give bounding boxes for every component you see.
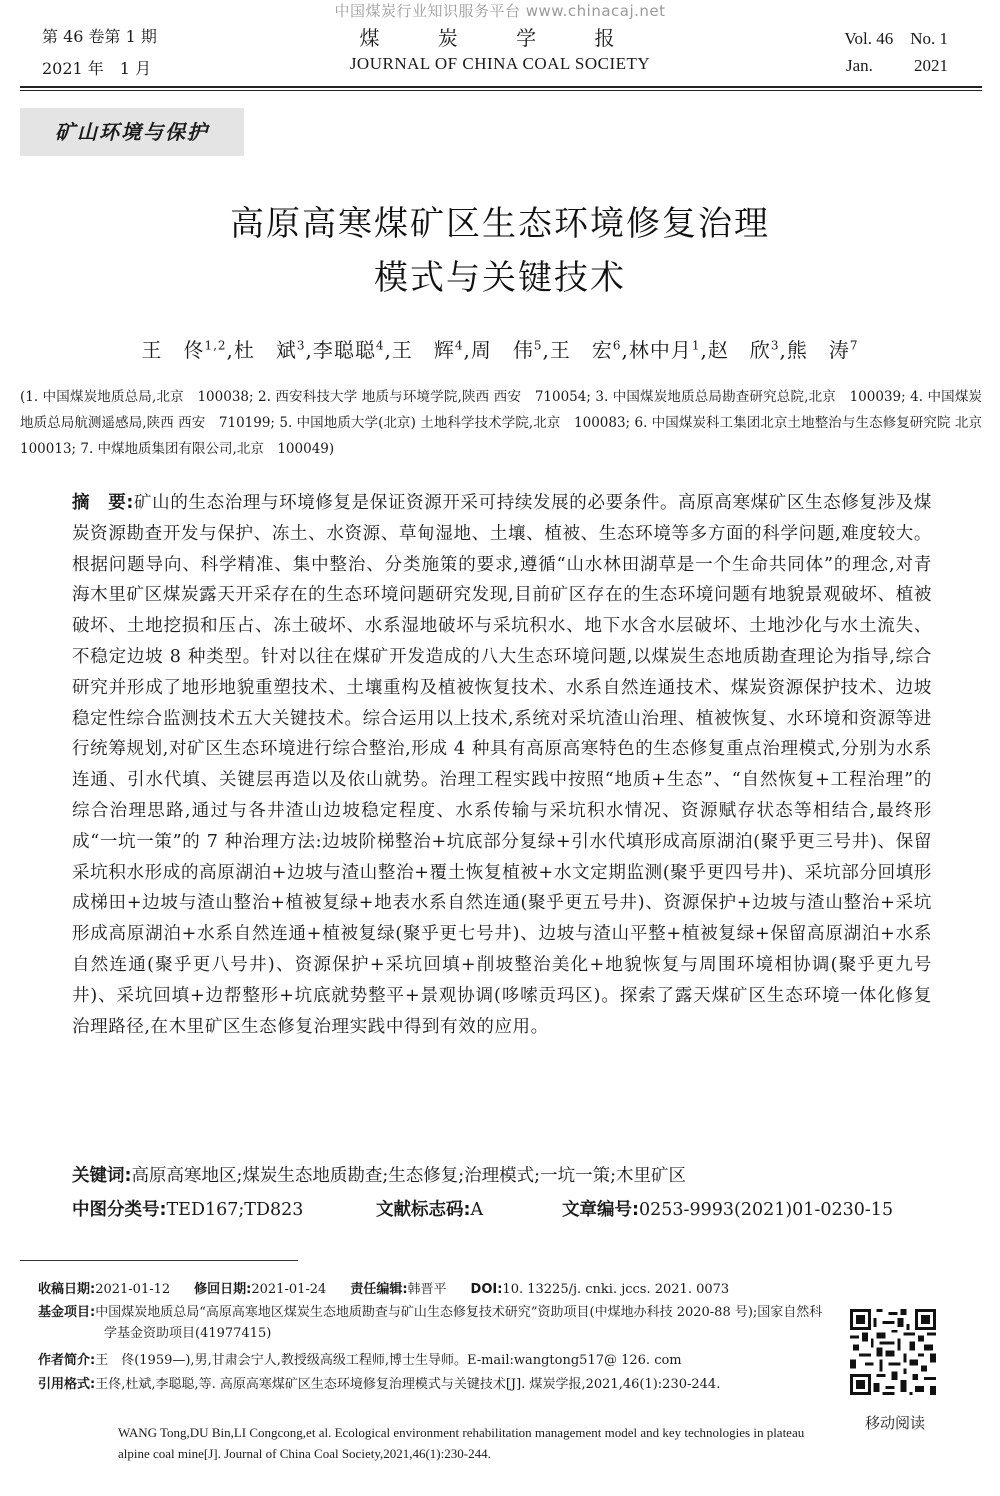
author: 周 伟$^5$ <box>470 338 543 362</box>
section-label: 矿山环境与保护 <box>55 120 209 144</box>
article-number: 文章编号:0253-9993(2021)01-0230-15 <box>562 1200 894 1220</box>
author: 赵 欣$^3$ <box>707 338 780 362</box>
article-title-line2: 模式与关键技术 <box>374 258 626 298</box>
abstract-text: 矿山的生态治理与环境修复是保证资源开采可持续发展的必要条件。高原高寒煤矿区生态修复涉及煤炭资源勘查开发与保护、冻土、水资源、草甸湿地、土壤、植被、生态环境等多方面的科学问题,难度较大。根据问题导向、科学精准、集中整治、分类施策的要求,遵循“山水林田湖草是一个生命共同体”的理念,对青海木里矿区煤炭露天开采存在的生态环境问题研究发现,目前矿区存在的生态环境问题有地貌景观破坏、植被破坏、土地挖损和压占、冻土破坏、水系湿地破坏与采坑积水、地下水含水层破坏、土地沙化与水土流失、不稳定边坡 8 种类型。针对以往在煤矿开发造成的八大生态环境问题,以煤炭生态地质勘查理论为指导,综合研究并形成了地形地貌重塑技术、土壤重构及植被恢复技术、水系自然连通技术、煤炭资源保护技术、边坡稳定性综合监测技术五大关键技术。综合运用以上技术,系统对采坑渣山治理、植被恢复、水环境和资源等进行统筹规划,对矿区生态环境进行综合整治,形成 4 种具有高原高寒特色的生态修复重点治理模式,分别为水系连通、引水代填、关键层再造以及依山就势。治理工程实践中按照“地质+生态”、“自然恢复+工程治理”的综合治理思路,通过与各井渣山边坡稳定程度、水系传输与采坑积水情况、资源赋存状态等相结合,最终形成“一坑一策”的 7 种治理方法:边坡阶梯整治+坑底部分复绿+引水代填形成高原湖泊(聚乎更三号井)、保留采坑积水形成的高原湖泊+边坡与渣山整治+覆土恢复植被+水文定期监测(聚乎更四号井)、采坑部分回填形成梯田+边坡与渣山整治+植被复绿+地表水系自然连通(聚乎更五号井)、资源保护+边坡与渣山整治+采坑形成高原湖泊+水系自然连通+植被复绿(聚乎更七号井)、边坡与渣山平整+植被复绿+保留高原湖泊+水系自然连通(聚乎更八号井)、资源保护+采坑回填+削坡整治美化+地貌恢复与周围环境相协调(聚乎更九号井)、采坑回填+边帮整形+坑底就势整平+景观协调(哆嗦贡玛区)。探索了露天煤矿区生态环境一体化修复治理路径,在木里矿区生态修复治理实践中得到有效的应用。 <box>72 493 932 1037</box>
document-code: 文献标志码:A <box>376 1200 484 1220</box>
clc-number: 中图分类号:TED167;TD823 <box>72 1200 304 1220</box>
header-rule-thin <box>20 90 982 91</box>
footnote-rule <box>20 1260 298 1261</box>
mobile-reading-label: 移动阅读 <box>864 1414 925 1432</box>
doi: 10. 13225/j. cnki. jccs. 2021. 0073 <box>502 1282 730 1297</box>
author: 杜 斌$^3$ <box>233 338 306 362</box>
author-bio: 王 佟(1959—),男,甘肃会宁人,教授级高级工程师,博士生导师。E-mail:wangtong517@ 126. com <box>95 1353 682 1368</box>
journal-name-cn: 煤 炭 学 报 <box>359 26 641 50</box>
author: 王 辉$^4$ <box>391 338 464 362</box>
keywords-text: 高原高寒地区;煤炭生态地质勘查;生态修复;治理模式;一坑一策;木里矿区 <box>131 1166 686 1186</box>
author: 李聪聪$^4$ <box>312 338 385 362</box>
watermark: 中国煤炭行业知识服务平台 www.chinacaj.net <box>334 2 666 20</box>
footnote-citation: 引用格式:王佟,杜斌,李聪聪,等. 高原高寒煤矿区生态环境修复治理模式与关键技术[J]. 煤炭学报,2021,46(1):230-244. <box>38 1377 721 1392</box>
author: 熊 涛$^7$ <box>786 338 859 362</box>
header-date-cn: 2021 年 1 月 <box>42 59 152 78</box>
header-year-en: 2021 <box>914 56 948 75</box>
editor: 韩晋平 <box>407 1282 447 1297</box>
classification-line <box>72 1196 932 1221</box>
affiliations: (1. 中国煤炭地质总局,北京 100038; 2. 西安科技大学 地质与环境学院,陕西 西安 710054; 3. 中国煤炭地质总局勘查研究总院,北京 100039; 4. 中国煤炭地质总局航测遥感局,陕西 西安 710199; 5. 中国地质大学(北京) 土地科学技术学院,北京 100083; 6. 中国煤炭科工集团北京土地整治与生态修复研究院 北京 100013; 7. 中煤地质集团有限公司,北京 100049) <box>20 389 996 457</box>
abstract-label: 摘 要: <box>72 493 135 513</box>
abstract <box>72 488 932 1042</box>
qr-code-icon[interactable] <box>850 1309 936 1395</box>
article-title-line1: 高原高寒煤矿区生态环境修复治理 <box>230 204 770 244</box>
keywords <box>72 1162 932 1187</box>
author-list: 王 佟$^{1,2}$,杜 斌$^3$,李聪聪$^4$,王 辉$^4$,周 伟$^5$,王 宏$^6$,林中月$^1$,赵 欣$^3$,熊 涛$^7$ <box>141 338 859 362</box>
journal-name-en: JOURNAL OF CHINA COAL SOCIETY <box>349 54 651 73</box>
header-volume-en: Vol. 46 No. 1 <box>844 29 948 48</box>
author: 林中月$^1$ <box>628 338 701 362</box>
received-date: 2021-01-12 <box>95 1282 171 1297</box>
header-rule <box>20 86 982 88</box>
footnote-fund: 基金项目:中国煤炭地质总局“高原高寒地区煤炭生态地质勘查与矿山生态修复技术研究”资助项目(中煤地办科技 2020-88 号);国家自然科学基金资助项目(41977415) <box>38 1305 823 1341</box>
footnote-author: 作者简介:王 佟(1959—),男,甘肃会宁人,教授级高级工程师,博士生导师。E-mail:wangtong517@ 126. com <box>38 1353 682 1368</box>
fund-text: 中国煤炭地质总局“高原高寒地区煤炭生态地质勘查与矿山生态修复技术研究”资助项目(中煤地办科技 2020-88 号);国家自然科学基金资助项目(41977415) <box>95 1305 823 1341</box>
revised-date: 2021-01-24 <box>251 1282 327 1297</box>
header-month-en: Jan. <box>846 56 873 75</box>
keywords-label: 关键词: <box>72 1166 132 1186</box>
citation-en: WANG Tong,DU Bin,LI Congcong,et al. Ecological environment rehabilitation management model and key technologies in plateau alpine coal mine[J]. Journal of China Coal Society,2021,46(1):230-244. <box>118 1425 805 1461</box>
citation-cn: 王佟,杜斌,李聪聪,等. 高原高寒煤矿区生态环境修复治理模式与关键技术[J]. 煤炭学报,2021,46(1):230-244. <box>95 1377 721 1392</box>
author: 王 佟$^{1,2}$ <box>141 338 227 362</box>
footnote-dates: 收稿日期:2021-01-12 修回日期:2021-01-24 责任编辑:韩晋平 DOI:10. 13225/j. cnki. jccs. 2021. 0073 <box>38 1282 730 1297</box>
header-volume-cn: 第 46 卷第 1 期 <box>42 27 157 46</box>
author: 王 宏$^6$ <box>549 338 622 362</box>
